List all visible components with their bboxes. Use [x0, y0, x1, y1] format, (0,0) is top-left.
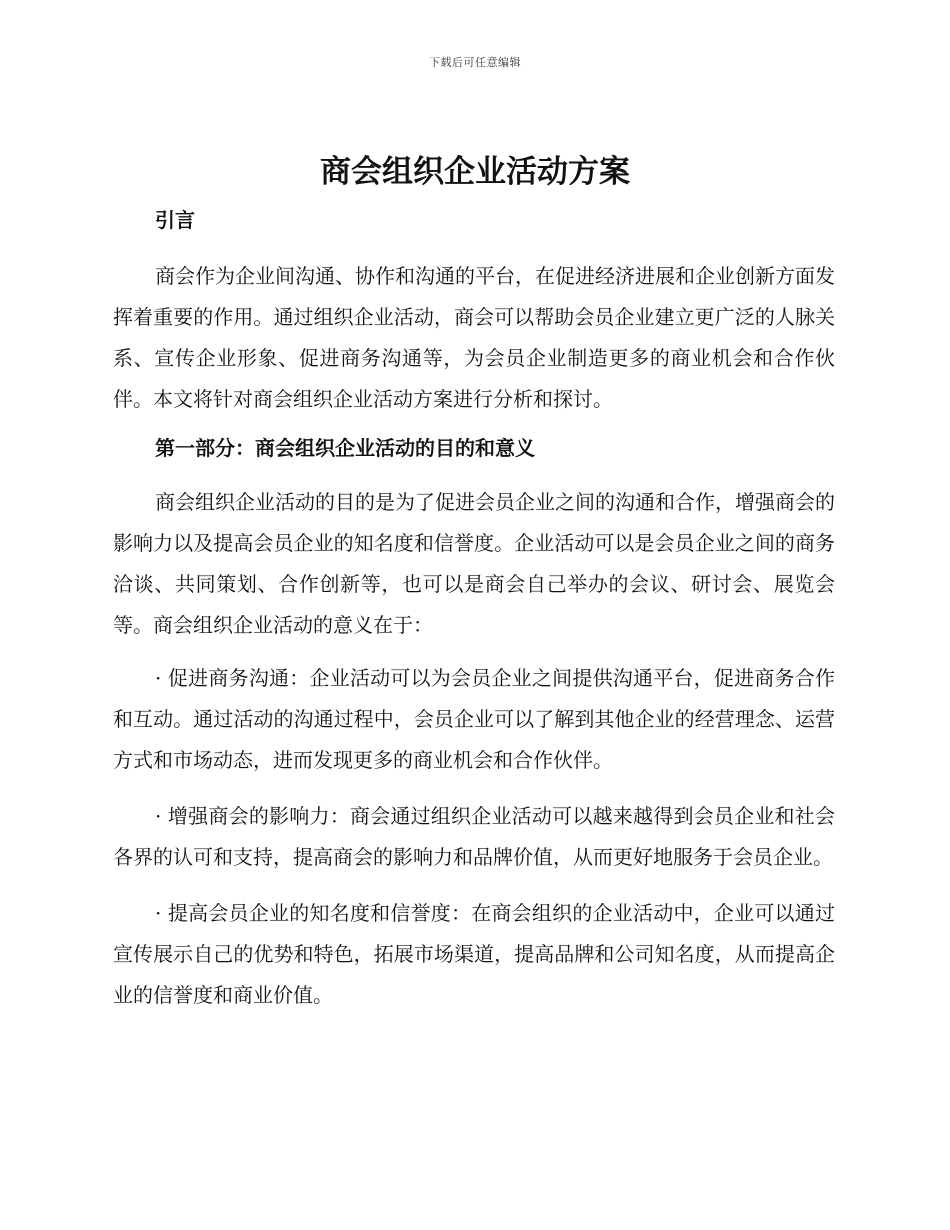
intro-heading: 引言	[155, 208, 195, 232]
bullet-chamber-influence: · 增强商会的影响力：商会通过组织企业活动可以越来越得到会员企业和社会各界的认可和支持，提高商会的影响力和品牌价值，从而更好地服务于会员企业。	[113, 804, 835, 869]
intro-paragraph: 商会作为企业间沟通、协作和沟通的平台，在促进经济进展和企业创新方面发挥着重要的作用。通过组织企业活动，商会可以帮助会员企业建立更广泛的人脉关系、宣传企业形象、促进商务沟通等，为会员企业制造更多的商业机会和合作伙伴。本文将针对商会组织企业活动方案进行分析和探讨。	[113, 264, 835, 411]
part1-paragraph: 商会组织企业活动的目的是为了促进会员企业之间的沟通和合作，增强商会的影响力以及提高会员企业的知名度和信誉度。企业活动可以是会员企业之间的商务洽谈、共同策划、合作创新等，也可以是商会自己举办的会议、研讨会、展览会等。商会组织企业活动的意义在于：	[113, 490, 835, 637]
document-body	[113, 204, 835, 1031]
bullet-business-communication: · 促进商务沟通：企业活动可以为会员企业之间提供沟通平台，促进商务合作和互动。通过活动的沟通过程中，会员企业可以了解到其他企业的经营理念、运营方式和市场动态，进而发现更多的商业机会和合作伙伴。	[113, 666, 835, 772]
bullet-member-reputation: · 提高会员企业的知名度和信誉度：在商会组织的企业活动中，企业可以通过宣传展示自己的优势和特色，拓展市场渠道，提高品牌和公司知名度，从而提高企业的信誉度和商业价值。	[113, 901, 835, 1007]
document-title: 商会组织企业活动方案	[320, 154, 630, 190]
part1-heading: 第一部分：商会组织企业活动的目的和意义	[155, 436, 535, 460]
page-header-note: 下载后可任意编辑	[429, 56, 521, 69]
